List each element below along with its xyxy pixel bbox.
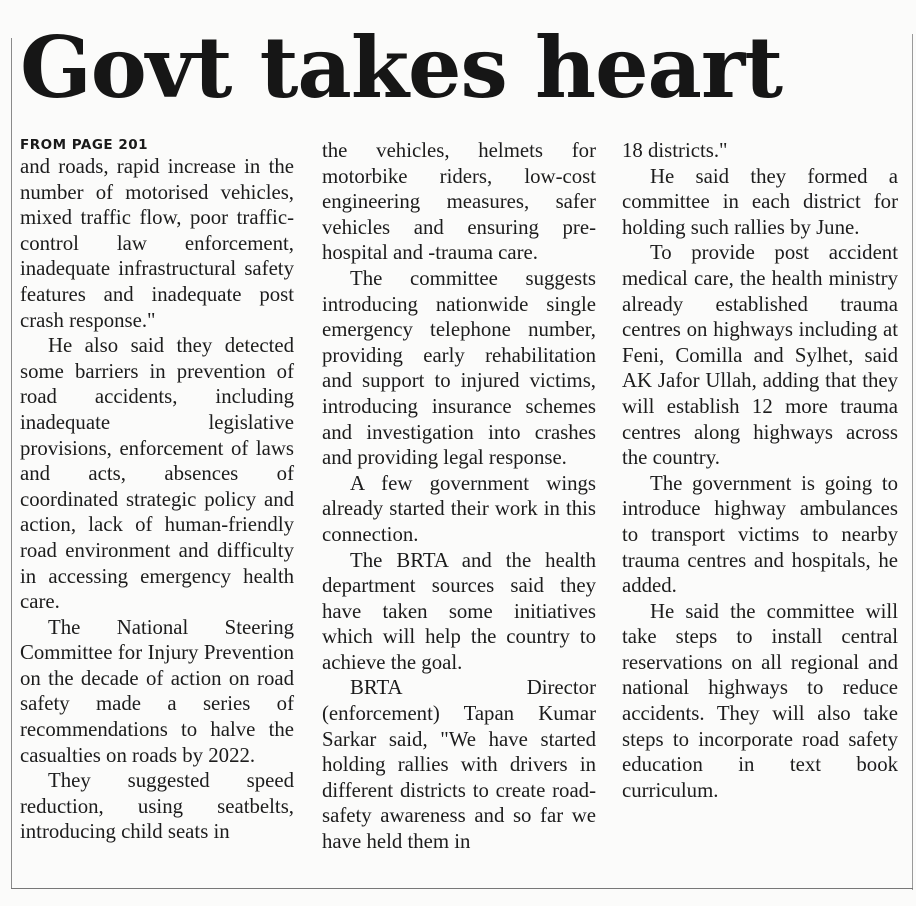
paragraph: They suggested speed reduction, using seatbelts, introducing child seats in xyxy=(20,769,294,844)
paragraph: the vehicles, helmets for motorbike riders, low-cost engineering measures, safer vehicles and ensuring pre-hospital and -trauma care. xyxy=(322,139,596,265)
paragraph: He said the committee will take steps to install central reservations on all regional and national highways to reduce accidents. They will also take steps to incorporate road safety education in text book curriculum. xyxy=(622,599,898,802)
paragraph: He said they formed a committee in each district for holding such rallies by June. xyxy=(622,164,898,239)
jump-line: FROM PAGE 201 xyxy=(20,137,149,153)
paragraph: The BRTA and the health department sources said they have taken some initiatives which will help the country to achieve the goal. xyxy=(322,548,596,674)
paragraph: A few government wings already started their work in this connection. xyxy=(322,471,596,546)
bottom-rule xyxy=(11,888,913,889)
right-column-rule xyxy=(912,34,913,890)
article-column-1 xyxy=(20,138,294,845)
article-column-3 xyxy=(622,138,898,803)
paragraph: 18 districts." xyxy=(622,139,728,162)
paragraph: BRTA Director (enforcement) Tapan Kumar Sarkar said, "We have started holding rallies with drivers in different districts to create road-safety awareness and so far we have held them in xyxy=(322,676,596,854)
paragraph: and roads, rapid increase in the number of motorised vehicles, mixed traffic flow, poor traffic-control law enforcement, inadequate infrastructural safety features and inadequate post crash response." xyxy=(20,155,294,332)
paragraph: To provide post accident medical care, the health ministry already established trauma centres on highways including at Feni, Comilla and Sylhet, said AK Jafor Ullah, adding that they will establish 12 more trauma centres along highways across the country. xyxy=(622,241,898,470)
paragraph: The committee suggests introducing nationwide single emergency telephone number, providing early rehabilitation and support to injured victims, introducing insurance schemes and investigation into crashes and providing legal response. xyxy=(322,266,596,470)
article-column-2 xyxy=(322,138,596,855)
paragraph: The government is going to introduce highway ambulances to transport victims to nearby trauma centres and hospitals, he added. xyxy=(622,471,898,598)
left-column-rule xyxy=(11,38,12,888)
paragraph: He also said they detected some barriers in prevention of road accidents, including inadequate legislative provisions, enforcement of laws and acts, absences of coordinated strategic policy and action, lack of human-friendly road environment and difficulty in accessing emergency health care. xyxy=(20,334,294,614)
paragraph: The National Steering Committee for Injury Prevention on the decade of action on road safety made a series of recommendations to halve the casualties on roads by 2022. xyxy=(20,615,294,767)
headline: Govt takes heart xyxy=(20,18,783,117)
